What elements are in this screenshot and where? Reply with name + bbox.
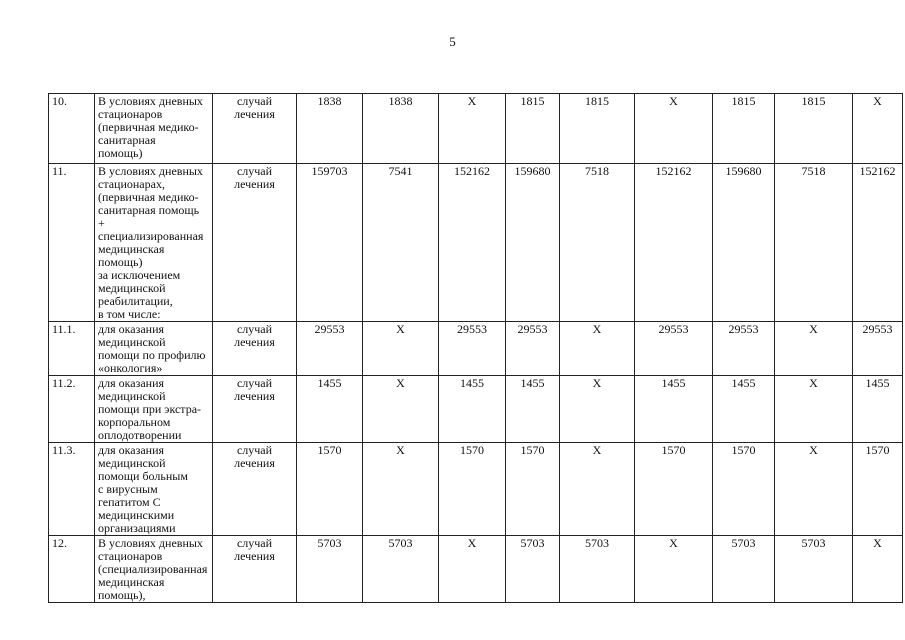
- row-number-cell: 10.: [49, 94, 95, 164]
- value-cell: 152162: [439, 164, 506, 322]
- value-cell: 1455: [635, 376, 713, 443]
- value-cell: 1815: [775, 94, 853, 164]
- table-row: [49, 94, 903, 164]
- row-number-cell: 11.3.: [49, 443, 95, 536]
- value-cell: 1815: [506, 94, 560, 164]
- value-cell: 1570: [439, 443, 506, 536]
- value-cell: 29553: [297, 322, 363, 376]
- value-cell: 1455: [713, 376, 775, 443]
- row-number-cell: 11.: [49, 164, 95, 322]
- value-cell: 159680: [713, 164, 775, 322]
- row-name-cell: для оказания медицинской помощи при экстра- корпоральном оплодотворении: [95, 376, 213, 443]
- unit-cell: случай лечения: [213, 376, 297, 443]
- unit-cell: случай лечения: [213, 322, 297, 376]
- value-cell: 1570: [635, 443, 713, 536]
- value-cell: 1815: [713, 94, 775, 164]
- value-cell: 1455: [506, 376, 560, 443]
- value-cell: 29553: [635, 322, 713, 376]
- value-cell: 7518: [775, 164, 853, 322]
- value-cell: Х: [560, 322, 635, 376]
- value-cell: 1570: [506, 443, 560, 536]
- table-row: [49, 376, 903, 443]
- value-cell: Х: [560, 443, 635, 536]
- value-cell: 1815: [560, 94, 635, 164]
- value-cell: 5703: [713, 536, 775, 603]
- table-row: [49, 536, 903, 603]
- unit-cell: случай лечения: [213, 443, 297, 536]
- value-cell: 5703: [560, 536, 635, 603]
- value-cell: Х: [363, 443, 439, 536]
- value-cell: 5703: [775, 536, 853, 603]
- data-table: [48, 93, 903, 603]
- value-cell: Х: [775, 376, 853, 443]
- row-number-cell: 11.1.: [49, 322, 95, 376]
- unit-cell: случай лечения: [213, 164, 297, 322]
- value-cell: 1838: [363, 94, 439, 164]
- page-number: 5: [449, 34, 456, 49]
- value-cell: Х: [775, 443, 853, 536]
- value-cell: Х: [363, 376, 439, 443]
- value-cell: 159703: [297, 164, 363, 322]
- table-row: [49, 164, 903, 322]
- value-cell: 7541: [363, 164, 439, 322]
- value-cell: 1455: [297, 376, 363, 443]
- value-cell: 159680: [506, 164, 560, 322]
- row-name-cell: для оказания медицинской помощи больным с вирусным гепатитом С медицинскими организациями: [95, 443, 213, 536]
- value-cell: Х: [635, 536, 713, 603]
- value-cell: Х: [439, 94, 506, 164]
- value-cell: 1570: [853, 443, 903, 536]
- value-cell: 5703: [506, 536, 560, 603]
- row-name-cell: В условиях дневных стационарах, (первичная медико- санитарная помощь + специализированная медицинская помощь) за исключением медицинской реабилитации, в том числе:: [95, 164, 213, 322]
- row-name-cell: В условиях дневных стационаров (первичная медико- санитарная помощь): [95, 94, 213, 164]
- value-cell: 1570: [713, 443, 775, 536]
- value-cell: Х: [853, 94, 903, 164]
- row-name-cell: для оказания медицинской помощи по профилю «онкология»: [95, 322, 213, 376]
- value-cell: Х: [635, 94, 713, 164]
- value-cell: 152162: [635, 164, 713, 322]
- value-cell: 5703: [297, 536, 363, 603]
- value-cell: 5703: [363, 536, 439, 603]
- row-number-cell: 11.2.: [49, 376, 95, 443]
- value-cell: 29553: [713, 322, 775, 376]
- value-cell: 7518: [560, 164, 635, 322]
- value-cell: Х: [560, 376, 635, 443]
- value-cell: 29553: [853, 322, 903, 376]
- value-cell: Х: [853, 536, 903, 603]
- table-row: [49, 322, 903, 376]
- unit-cell: случай лечения: [213, 536, 297, 603]
- unit-cell: случай лечения: [213, 94, 297, 164]
- row-name-cell: В условиях дневных стационаров (специализированная медицинская помощь),: [95, 536, 213, 603]
- value-cell: 1455: [439, 376, 506, 443]
- value-cell: 1838: [297, 94, 363, 164]
- value-cell: 29553: [506, 322, 560, 376]
- value-cell: 1570: [297, 443, 363, 536]
- table-body: [49, 94, 903, 603]
- value-cell: Х: [775, 322, 853, 376]
- value-cell: 29553: [439, 322, 506, 376]
- value-cell: Х: [363, 322, 439, 376]
- table-row: [49, 443, 903, 536]
- value-cell: Х: [439, 536, 506, 603]
- value-cell: 1455: [853, 376, 903, 443]
- value-cell: 152162: [853, 164, 903, 322]
- row-number-cell: 12.: [49, 536, 95, 603]
